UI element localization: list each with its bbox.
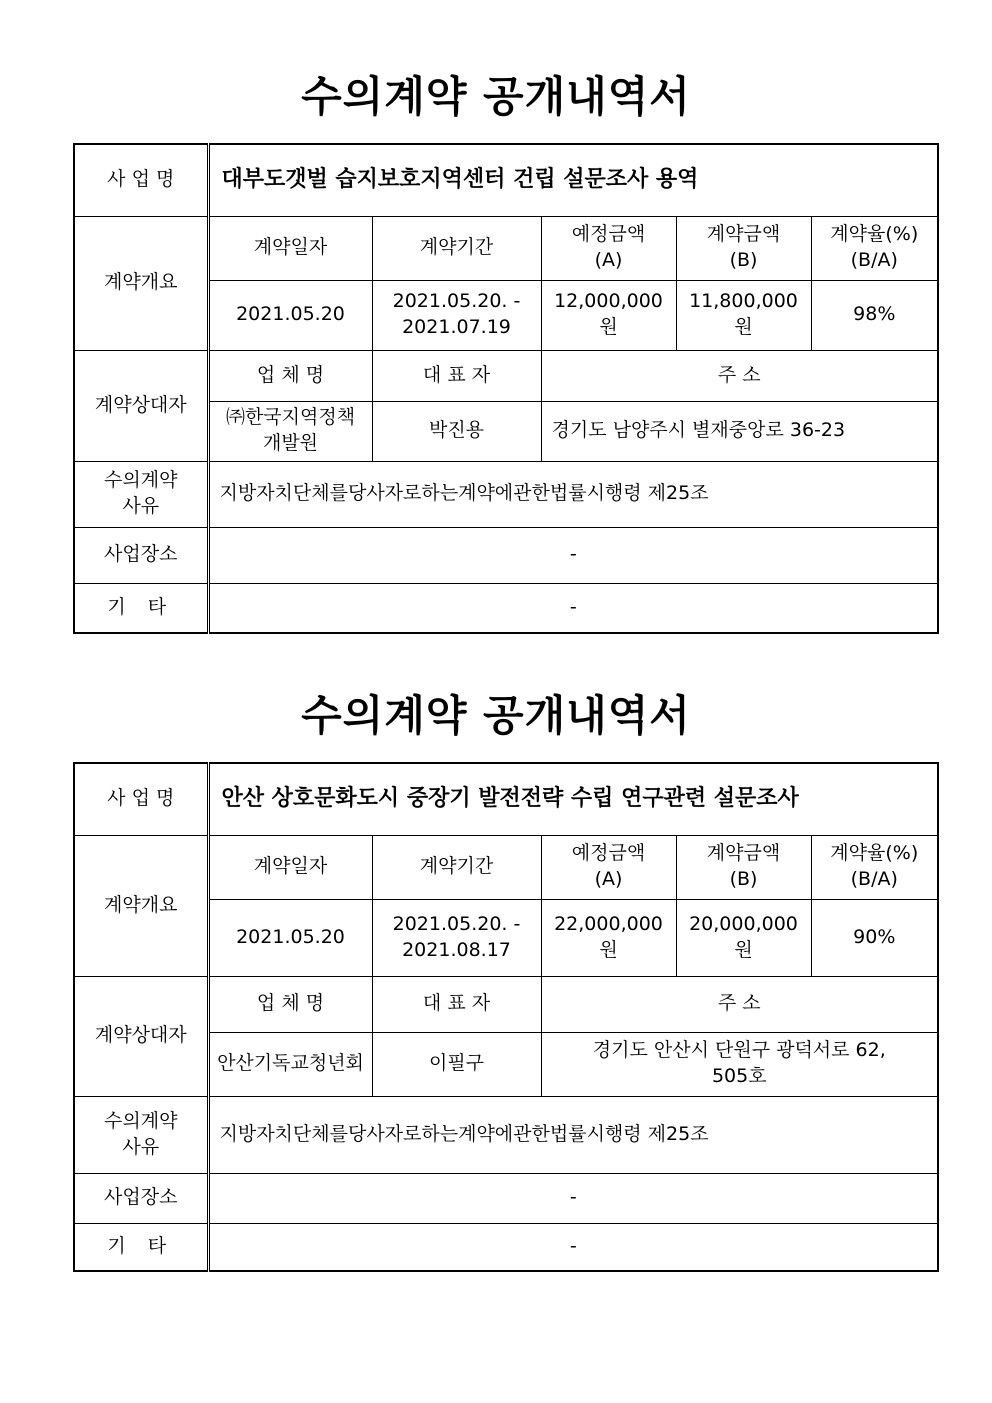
other-value: - <box>208 583 938 633</box>
project-name-label: 사 업 명 <box>74 763 208 835</box>
contract-date-value: 2021.05.20 <box>208 280 372 350</box>
company-name-value: ㈜한국지역정책 개발원 <box>208 401 372 461</box>
business-place-value: - <box>208 1173 938 1223</box>
contract-rate-value: 98% <box>811 280 938 350</box>
project-name-label: 사 업 명 <box>74 144 208 216</box>
reason-value: 지방자치단체를당사자로하는계약에관한법률시행령 제25조 <box>208 1096 938 1173</box>
contract-period-value: 2021.05.20. - 2021.08.17 <box>372 899 541 976</box>
document-title: 수의계약 공개내역서 <box>301 691 691 740</box>
contract-amount-value: 11,800,000원 <box>676 280 811 350</box>
other-label <box>74 1223 208 1271</box>
other-label <box>74 583 208 633</box>
contract-overview-label: 계약개요 <box>74 216 208 350</box>
reason-label-line1: 수의계약 <box>104 469 178 492</box>
reason-label-line2: 사유 <box>122 495 160 517</box>
company-name-header: 업 체 명 <box>208 976 372 1032</box>
contract-period-header: 계약기간 <box>372 835 541 899</box>
estimated-amount-header: 예정금액 (A) <box>541 216 676 280</box>
business-place-value: - <box>208 527 938 583</box>
representative-header: 대 표 자 <box>372 976 541 1032</box>
contract-rate-header: 계약율(%) (B/A) <box>811 216 938 280</box>
address-value: 경기도 남양주시 별재중앙로 36-23 <box>541 401 938 461</box>
contract-period-header: 계약기간 <box>372 216 541 280</box>
reason-value: 지방자치단체를당사자로하는계약에관한법률시행령 제25조 <box>208 461 938 527</box>
contract-date-value: 2021.05.20 <box>208 899 372 976</box>
contract-date-header: 계약일자 <box>208 216 372 280</box>
representative-value: 박진용 <box>372 401 541 461</box>
contract-date-header: 계약일자 <box>208 835 372 899</box>
address-header: 주 소 <box>541 350 938 401</box>
reason-label-line1: 수의계약 <box>104 1109 178 1132</box>
contract-table <box>73 762 939 1272</box>
contract-period-value: 2021.05.20. - 2021.07.19 <box>372 280 541 350</box>
address-value: 경기도 안산시 단원구 광덕서로 62, 505호 <box>541 1032 938 1096</box>
representative-value: 이필구 <box>372 1032 541 1096</box>
estimated-amount-header: 예정금액 (A) <box>541 835 676 899</box>
document-title: 수의계약 공개내역서 <box>301 72 691 121</box>
project-name-value: 대부도갯벌 습지보호지역센터 건립 설문조사 용역 <box>208 144 938 216</box>
contract-overview-label: 계약개요 <box>74 835 208 976</box>
reason-label <box>74 1096 208 1173</box>
business-place-label: 사업장소 <box>74 527 208 583</box>
contract-party-label: 계약상대자 <box>74 350 208 461</box>
contract-amount-header: 계약금액 (B) <box>676 216 811 280</box>
reason-label <box>74 461 208 527</box>
contract-party-label: 계약상대자 <box>74 976 208 1096</box>
contract-rate-header: 계약율(%) (B/A) <box>811 835 938 899</box>
address-header: 주 소 <box>541 976 938 1032</box>
estimated-amount-value: 12,000,000원 <box>541 280 676 350</box>
reason-label-line2: 사유 <box>122 1135 160 1158</box>
contract-rate-value: 90% <box>811 899 938 976</box>
contract-amount-value: 20,000,000원 <box>676 899 811 976</box>
representative-header: 대 표 자 <box>372 350 541 401</box>
contract-table <box>73 143 939 634</box>
other-label-text: 기 타 <box>107 595 175 618</box>
estimated-amount-value: 22,000,000원 <box>541 899 676 976</box>
contract-amount-header: 계약금액 (B) <box>676 835 811 899</box>
other-label-text: 기 타 <box>107 1234 175 1257</box>
business-place-label: 사업장소 <box>74 1173 208 1223</box>
project-name-value: 안산 상호문화도시 중장기 발전전략 수립 연구관련 설문조사 <box>208 763 938 835</box>
other-value: - <box>208 1223 938 1271</box>
company-name-value: 안산기독교청년회 <box>208 1032 372 1096</box>
company-name-header: 업 체 명 <box>208 350 372 401</box>
